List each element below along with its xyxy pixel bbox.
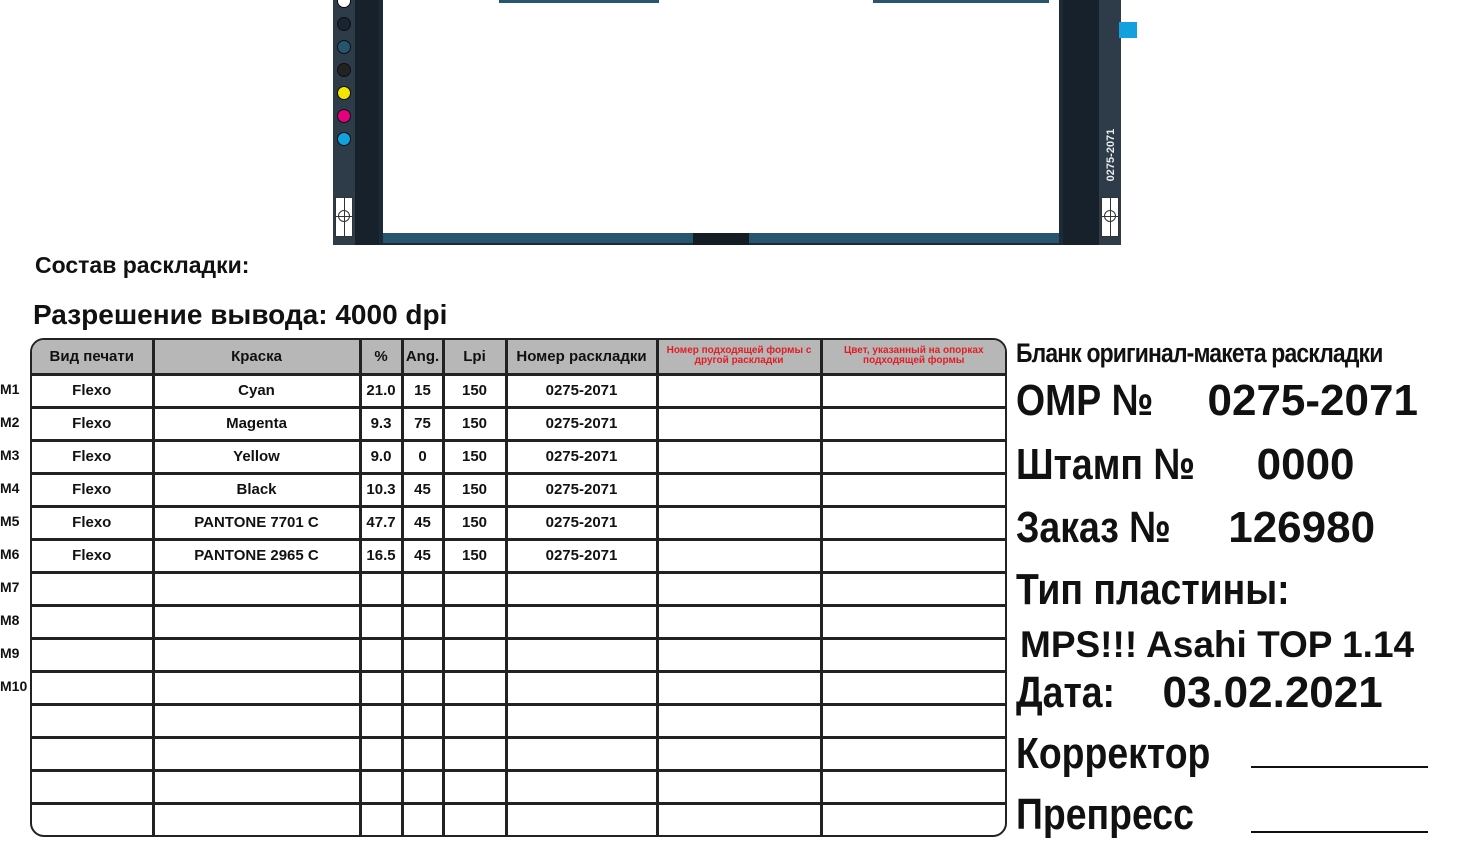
cell-other-form [657,737,821,770]
cell-angle: 45 [402,539,443,572]
cell-angle [402,671,443,704]
plate-type-line [1016,565,1338,615]
cell-percent: 21.0 [360,374,402,407]
row-labels [0,375,28,705]
cell-percent [360,638,402,671]
cell-ink [153,737,360,770]
plate-right-inner-rail [1063,0,1099,245]
cell-layout-no: 0275-2071 [506,407,657,440]
cell-percent [360,770,402,803]
cell-angle [402,638,443,671]
table-row [32,374,1005,407]
corrector-label: Корректор [1016,729,1211,778]
cell-lpi: 150 [443,506,506,539]
cell-percent [360,704,402,737]
cell-ink [153,572,360,605]
table-row [32,440,1005,473]
table-row [32,539,1005,572]
cell-angle [402,770,443,803]
cell-angle: 0 [402,440,443,473]
row-label: M9 [0,645,20,661]
ink-dot-icon [337,63,351,77]
cell-percent [360,671,402,704]
cell-layout-no: 0275-2071 [506,506,657,539]
cell-ink [153,770,360,803]
registration-mark-icon [335,197,353,237]
cell-other-form [657,803,821,836]
cell-ink [153,671,360,704]
cell-lpi: 150 [443,539,506,572]
plate-left-inner-rail [355,0,379,245]
row-label: M3 [0,447,20,463]
row-label: M5 [0,513,20,529]
table-row [32,506,1005,539]
cell-print-type [32,572,153,605]
cell-ink: Black [153,473,360,506]
cell-layout-no: 0275-2071 [506,539,657,572]
cell-percent [360,803,402,836]
cell-layout-no [506,605,657,638]
cell-angle: 75 [402,407,443,440]
corrector-line [1016,729,1245,779]
col-header-support-color: Цвет, указанный на опорках подходящей формы [821,340,1005,374]
cell-print-type [32,671,153,704]
cell-print-type [32,770,153,803]
plate-id-label: 0275-2071 [1105,128,1117,182]
table-row [32,473,1005,506]
cell-support-color [821,803,1005,836]
cell-print-type: Flexo [32,473,153,506]
plate-type-value: MPS!!! Asahi TOP 1.14 [1020,624,1415,665]
cell-layout-no [506,803,657,836]
ink-dot-icon [337,40,351,54]
cell-layout-no [506,770,657,803]
cell-print-type [32,704,153,737]
plate-top-strip [499,0,659,3]
cell-print-type: Flexo [32,407,153,440]
table-row [32,605,1005,638]
cell-print-type [32,638,153,671]
cell-percent: 9.3 [360,407,402,440]
cell-support-color [821,539,1005,572]
cell-ink: Yellow [153,440,360,473]
cyan-marker [1119,22,1137,38]
cell-print-type: Flexo [32,440,153,473]
cell-other-form [657,704,821,737]
cell-ink [153,638,360,671]
ink-dot-icon [337,86,351,100]
stamp-line [1016,440,1355,490]
cell-layout-no [506,704,657,737]
cell-other-form [657,473,821,506]
cell-print-type [32,803,153,836]
cell-support-color [821,440,1005,473]
cell-lpi [443,770,506,803]
cell-angle [402,572,443,605]
cell-support-color [821,473,1005,506]
cell-layout-no: 0275-2071 [506,473,657,506]
cell-lpi: 150 [443,473,506,506]
cell-ink: PANTONE 7701 C [153,506,360,539]
cell-percent [360,605,402,638]
cell-angle [402,704,443,737]
table-row [32,704,1005,737]
col-header-percent: % [360,340,402,374]
cell-ink [153,704,360,737]
cell-lpi: 150 [443,374,506,407]
col-header-angle: Ang. [402,340,443,374]
cell-percent: 16.5 [360,539,402,572]
prepress-label: Препресс [1016,790,1194,839]
cell-support-color [821,671,1005,704]
registration-mark-icon [1101,197,1119,237]
prepress-line [1016,790,1225,840]
table-row [32,737,1005,770]
row-label: M2 [0,414,20,430]
cell-lpi [443,638,506,671]
cell-lpi [443,671,506,704]
omp-line [1016,376,1418,426]
cell-layout-no: 0275-2071 [506,440,657,473]
cell-print-type [32,737,153,770]
cell-print-type: Flexo [32,374,153,407]
cell-lpi: 150 [443,440,506,473]
ink-dot-icon [337,109,351,123]
plate-preview [333,0,1121,245]
cell-ink [153,605,360,638]
date-label: Дата: [1016,668,1116,717]
cell-support-color [821,374,1005,407]
cell-angle [402,803,443,836]
table-row [32,638,1005,671]
omp-label: ОМР № [1016,376,1154,425]
layout-composition-heading: Состав раскладки: [35,252,250,278]
ink-dot-icon [337,17,351,31]
cell-percent: 10.3 [360,473,402,506]
cell-support-color [821,506,1005,539]
cell-layout-no [506,638,657,671]
cell-lpi [443,737,506,770]
cell-other-form [657,506,821,539]
cell-other-form [657,770,821,803]
row-label: M4 [0,480,20,496]
separations-table [30,338,1007,837]
cell-print-type: Flexo [32,506,153,539]
table-row [32,572,1005,605]
cell-percent: 9.0 [360,440,402,473]
resolution-heading: Разрешение вывода: 4000 dpi [33,299,448,330]
cell-angle: 45 [402,506,443,539]
order-label: Заказ № [1016,503,1171,552]
cell-support-color [821,704,1005,737]
cell-ink: PANTONE 2965 C [153,539,360,572]
cell-other-form [657,605,821,638]
cell-angle: 45 [402,473,443,506]
col-header-ink: Краска [153,340,360,374]
date-line [1016,668,1383,718]
prepress-signature-line [1251,831,1428,833]
ink-dot-icon [337,132,351,146]
stamp-value: 0000 [1256,440,1355,489]
plate-bottom-gap [693,233,749,245]
col-header-layout-no: Номер раскладки [506,340,657,374]
form-title: Бланк оригинал-макета раскладки [1016,338,1383,368]
cell-support-color [821,737,1005,770]
cell-other-form [657,374,821,407]
cell-ink: Magenta [153,407,360,440]
omp-value: 0275-2071 [1207,376,1418,425]
col-header-print-type: Вид печати [32,340,153,374]
row-label: M10 [0,678,28,694]
corrector-signature-line [1251,766,1428,768]
cell-percent [360,737,402,770]
cell-print-type [32,605,153,638]
cell-other-form [657,539,821,572]
table-row [32,671,1005,704]
cell-percent [360,572,402,605]
plate-type-label: Тип пластины: [1016,565,1290,614]
row-label: M1 [0,381,20,397]
cell-layout-no [506,671,657,704]
cell-print-type: Flexo [32,539,153,572]
date-value: 03.02.2021 [1162,668,1383,717]
cell-support-color [821,770,1005,803]
cell-lpi [443,704,506,737]
plate-top-strip [873,0,1049,3]
cell-support-color [821,572,1005,605]
row-label: M8 [0,612,20,628]
cell-other-form [657,572,821,605]
cell-lpi: 150 [443,407,506,440]
cell-lpi [443,605,506,638]
cell-layout-no [506,572,657,605]
table-row [32,407,1005,440]
order-value: 126980 [1228,503,1376,552]
row-label: M7 [0,579,20,595]
cell-other-form [657,440,821,473]
plate-window [383,0,1059,233]
cell-other-form [657,407,821,440]
cell-angle [402,605,443,638]
col-header-lpi: Lpi [443,340,506,374]
cell-other-form [657,671,821,704]
cell-other-form [657,638,821,671]
cell-percent: 47.7 [360,506,402,539]
stamp-label: Штамп № [1016,440,1196,489]
cell-support-color [821,605,1005,638]
cell-ink [153,803,360,836]
cell-layout-no: 0275-2071 [506,374,657,407]
col-header-other-form: Номер подходящей формы с другой раскладки [657,340,821,374]
order-line [1016,503,1375,553]
cell-angle: 15 [402,374,443,407]
cell-layout-no [506,737,657,770]
table-row [32,770,1005,803]
cell-support-color [821,407,1005,440]
cell-angle [402,737,443,770]
cell-ink: Cyan [153,374,360,407]
table-row [32,803,1005,836]
cell-support-color [821,638,1005,671]
cell-lpi [443,572,506,605]
row-label: M6 [0,546,20,562]
cell-lpi [443,803,506,836]
